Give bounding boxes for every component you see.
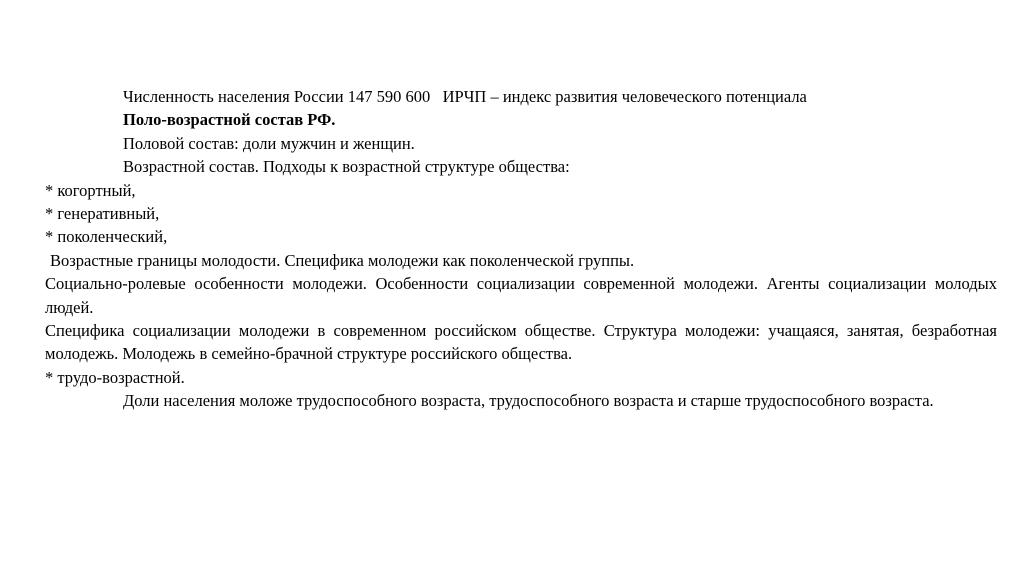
age-composition-line: Возрастной состав. Подходы к возрастной структуре общества: (123, 157, 570, 177)
section-heading: Поло-возрастной состав РФ. (123, 110, 336, 130)
social-role-paragraph: Социально-ролевые особенности молодежи. Особенности социализации современной молодежи. Агенты социализации молодых людей. (45, 274, 997, 317)
population-paragraph: Численность населения России 147 590 600 ИРЧП – индекс развития человеческого потенциала (123, 87, 807, 106)
list-item-labor-age: * трудо-возрастной. (45, 367, 185, 387)
socialization-paragraph: Специфика социализации молодежи в современном российском обществе. Структура молодежи: учащаяся, занятая, безработная молодежь. Молодежь в семейно-брачной структуре российского общества. (45, 321, 997, 364)
list-item-generational: * поколенческий, (45, 227, 168, 247)
youth-boundaries-line: Возрастные границы молодости. Специфика молодежи как поколенческой группы. (50, 250, 635, 270)
list-item-generative: * генеративный, (45, 204, 160, 224)
list-item-cohort: * когортный, (45, 180, 136, 200)
sex-composition-line: Половой состав: доли мужчин и женщин. (123, 133, 415, 153)
population-shares-paragraph: Доли населения моложе трудоспособного возраста, трудоспособного возраста и старше трудоспособного возраста. (123, 391, 934, 411)
document-text (45, 85, 997, 413)
